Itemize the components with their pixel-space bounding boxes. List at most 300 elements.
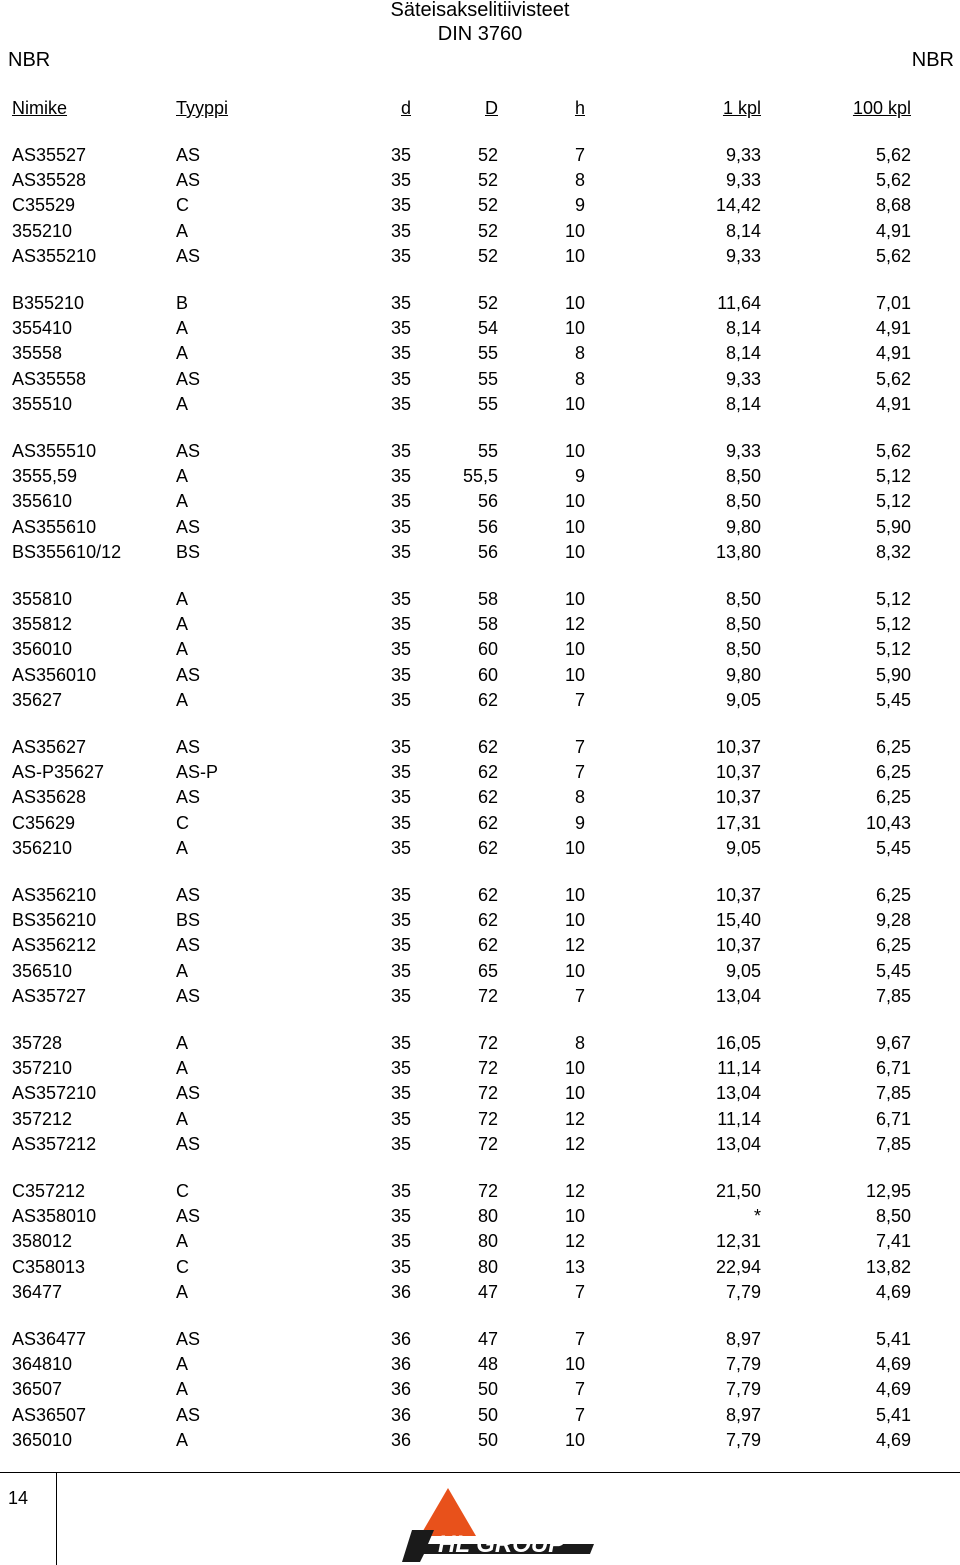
cell-name: 355510: [12, 393, 73, 414]
cell-h: 8: [574, 170, 585, 191]
column-header-outer-d: D: [485, 98, 498, 118]
cell-h: 10: [564, 664, 585, 685]
cell-type: A: [176, 1108, 189, 1129]
cell-name: 36477: [12, 1281, 63, 1302]
cell-name: BS355610/12: [12, 541, 122, 562]
cell-outer-d: 72: [477, 1133, 498, 1154]
cell-name: AS36477: [12, 1329, 87, 1349]
cell-d: 35: [390, 516, 411, 537]
cell-h: 10: [564, 885, 585, 905]
cell-outer-d: 56: [477, 516, 498, 537]
cell-name: AS355510: [12, 441, 97, 461]
cell-price-1: 9,05: [725, 960, 761, 981]
cell-type: AS: [176, 885, 201, 905]
cell-price-100: 5,12: [875, 639, 911, 660]
cell-h: 8: [574, 1033, 585, 1053]
cell-price-1: 7,79: [725, 1429, 761, 1450]
cell-price-100: 5,90: [875, 516, 911, 537]
cell-h: 12: [564, 1108, 585, 1129]
cell-name: AS36507: [12, 1404, 87, 1425]
cell-price-100: 5,62: [875, 441, 911, 461]
cell-outer-d: 62: [477, 885, 498, 905]
cell-price-1: 11,14: [717, 1058, 761, 1079]
cell-h: 8: [574, 343, 585, 364]
cell-outer-d: 58: [477, 614, 498, 635]
cell-name: B355210: [12, 293, 85, 313]
cell-price-100: 4,91: [875, 393, 911, 414]
cell-d: 35: [390, 393, 411, 414]
cell-d: 36: [390, 1404, 411, 1425]
cell-type: A: [176, 960, 189, 981]
cell-name: 365010: [12, 1429, 73, 1450]
cell-price-1: 13,04: [715, 985, 761, 1006]
cell-h: 7: [574, 762, 585, 783]
cell-price-100: 7,85: [875, 1133, 911, 1154]
cell-price-1: 13,04: [715, 1133, 761, 1154]
cell-h: 13: [564, 1256, 585, 1277]
cell-type: AS: [176, 985, 201, 1006]
footer-divider: [0, 1472, 960, 1473]
cell-price-100: 4,69: [875, 1379, 911, 1400]
cell-name: 35627: [12, 689, 63, 710]
cell-outer-d: 50: [477, 1404, 498, 1425]
cell-name: AS35727: [12, 985, 87, 1006]
cell-d: 35: [390, 762, 411, 783]
cell-outer-d: 55: [477, 393, 498, 414]
cell-h: 9: [574, 466, 585, 487]
cell-name: C35629: [12, 812, 76, 833]
cell-price-1: 9,33: [725, 145, 761, 165]
cell-d: 35: [390, 1058, 411, 1079]
cell-price-1: 8,97: [725, 1329, 761, 1349]
cell-price-1: 11,14: [717, 1108, 761, 1129]
column-header-price-100: 100 kpl: [852, 98, 911, 118]
cell-price-1: 10,37: [715, 762, 761, 783]
cell-price-1: 9,05: [725, 837, 761, 858]
cell-type: A: [176, 589, 189, 609]
cell-price-100: 5,12: [875, 589, 911, 609]
cell-price-100: 4,69: [875, 1281, 911, 1302]
cell-h: 10: [564, 516, 585, 537]
cell-price-100: 7,01: [875, 293, 911, 313]
cell-price-100: 5,45: [875, 960, 911, 981]
cell-h: 12: [564, 935, 585, 956]
cell-outer-d: 72: [477, 1058, 498, 1079]
cell-type: A: [176, 1231, 189, 1252]
cell-type: AS-P: [176, 762, 219, 783]
cell-type: A: [176, 614, 189, 635]
cell-name: 356210: [12, 837, 73, 858]
cell-price-100: 5,45: [875, 689, 911, 710]
cell-d: 35: [390, 466, 411, 487]
cell-name: 364810: [12, 1354, 73, 1375]
cell-price-1: 9,80: [725, 664, 761, 685]
page-subtitle: DIN 3760: [437, 23, 523, 45]
cell-outer-d: 62: [477, 935, 498, 956]
cell-price-100: 8,32: [875, 541, 911, 562]
cell-outer-d: 52: [477, 195, 498, 216]
cell-d: 35: [390, 293, 411, 313]
cell-outer-d: 62: [477, 762, 498, 783]
cell-type: A: [176, 1281, 189, 1302]
cell-type: A: [176, 1354, 189, 1375]
cell-price-100: 8,50: [875, 1206, 911, 1227]
cell-name: AS355610: [12, 516, 97, 537]
cell-type: A: [176, 343, 189, 364]
cell-price-1: 22,94: [715, 1256, 761, 1277]
cell-d: 35: [390, 737, 411, 757]
cell-d: 35: [390, 837, 411, 858]
cell-price-1: 13,80: [715, 541, 761, 562]
column-header-type: Tyyppi: [176, 98, 229, 118]
cell-name: C35529: [12, 195, 76, 216]
cell-d: 35: [390, 1108, 411, 1129]
cell-name: 358012: [12, 1231, 73, 1252]
cell-h: 7: [574, 1281, 585, 1302]
cell-price-1: *: [753, 1206, 761, 1227]
cell-h: 10: [564, 393, 585, 414]
cell-price-1: 17,31: [715, 812, 761, 833]
cell-type: AS: [176, 368, 201, 389]
cell-type: C: [176, 1181, 189, 1201]
cell-outer-d: 80: [477, 1256, 498, 1277]
cell-type: A: [176, 491, 189, 512]
cell-d: 35: [390, 245, 411, 266]
cell-d: 35: [390, 1083, 411, 1104]
cell-name: 355610: [12, 491, 73, 512]
cell-outer-d: 58: [477, 589, 498, 609]
cell-price-100: 6,25: [875, 935, 911, 956]
cell-outer-d: 60: [477, 664, 498, 685]
cell-name: 355810: [12, 589, 73, 609]
cell-price-1: 10,37: [715, 737, 761, 757]
cell-price-1: 8,97: [725, 1404, 761, 1425]
cell-d: 35: [390, 541, 411, 562]
hl-group-logo: [398, 1484, 598, 1562]
cell-h: 10: [564, 541, 585, 562]
cell-d: 35: [390, 1033, 411, 1053]
cell-price-100: 5,12: [875, 614, 911, 635]
cell-h: 10: [564, 1058, 585, 1079]
cell-outer-d: 52: [477, 170, 498, 191]
cell-type: AS: [176, 245, 201, 266]
cell-price-1: 10,37: [715, 935, 761, 956]
logo-wordmark: HL GROUP: [438, 1531, 565, 1558]
cell-type: AS: [176, 935, 201, 956]
cell-price-1: 15,40: [715, 910, 761, 931]
cell-outer-d: 72: [477, 1108, 498, 1129]
cell-outer-d: 52: [477, 293, 498, 313]
cell-name: 357210: [12, 1058, 73, 1079]
cell-h: 10: [564, 960, 585, 981]
cell-type: AS: [176, 441, 201, 461]
cell-type: A: [176, 1379, 189, 1400]
cell-type: AS: [176, 1083, 201, 1104]
cell-type: AS: [176, 516, 201, 537]
cell-h: 10: [564, 318, 585, 339]
cell-d: 35: [390, 145, 411, 165]
cell-price-1: 9,80: [725, 516, 761, 537]
cell-type: AS: [176, 787, 201, 808]
cell-outer-d: 60: [477, 639, 498, 660]
cell-price-100: 7,41: [875, 1231, 911, 1252]
cell-name: AS356010: [12, 664, 97, 685]
cell-outer-d: 65: [477, 960, 498, 981]
cell-h: 10: [564, 1206, 585, 1227]
cell-price-100: 6,71: [875, 1108, 911, 1129]
cell-price-1: 16,05: [715, 1033, 761, 1053]
cell-d: 35: [390, 910, 411, 931]
logo-triangle: [420, 1488, 476, 1536]
cell-h: 10: [564, 910, 585, 931]
cell-type: B: [176, 293, 189, 313]
cell-name: 35558: [12, 343, 63, 364]
column-header-h: h: [574, 98, 585, 118]
cell-price-100: 6,25: [875, 737, 911, 757]
cell-h: 7: [574, 689, 585, 710]
cell-price-100: 8,68: [875, 195, 911, 216]
cell-name: C357212: [12, 1181, 86, 1201]
cell-type: BS: [176, 910, 201, 931]
cell-d: 35: [390, 1133, 411, 1154]
cell-name: 36507: [12, 1379, 63, 1400]
cell-price-1: 8,50: [725, 466, 761, 487]
cell-price-100: 4,69: [875, 1354, 911, 1375]
cell-price-1: 9,33: [725, 245, 761, 266]
cell-price-100: 9,28: [875, 910, 911, 931]
cell-price-1: 11,64: [717, 293, 761, 313]
cell-h: 7: [574, 737, 585, 757]
cell-type: AS: [176, 737, 201, 757]
cell-d: 35: [390, 1231, 411, 1252]
cell-price-100: 7,85: [875, 1083, 911, 1104]
cell-name: AS357212: [12, 1133, 97, 1154]
cell-name: 355210: [12, 220, 73, 241]
cell-price-100: 6,25: [875, 787, 911, 808]
cell-price-1: 10,37: [715, 885, 761, 905]
cell-h: 12: [564, 1231, 585, 1252]
cell-d: 35: [390, 985, 411, 1006]
cell-name: BS356210: [12, 910, 97, 931]
cell-price-100: 10,43: [865, 812, 911, 833]
cell-h: 7: [574, 985, 585, 1006]
cell-name: 355410: [12, 318, 73, 339]
cell-name: 356010: [12, 639, 73, 660]
cell-outer-d: 55,5: [462, 466, 498, 487]
cell-outer-d: 80: [477, 1206, 498, 1227]
cell-outer-d: 72: [477, 985, 498, 1006]
cell-outer-d: 52: [477, 220, 498, 241]
cell-price-1: 8,14: [725, 318, 761, 339]
cell-price-100: 9,67: [875, 1033, 911, 1053]
cell-type: A: [176, 639, 189, 660]
cell-d: 35: [390, 343, 411, 364]
cell-price-100: 6,25: [875, 885, 911, 905]
cell-type: AS: [176, 1206, 201, 1227]
footer-page-divider: [56, 1472, 57, 1565]
cell-outer-d: 62: [477, 812, 498, 833]
cell-price-100: 5,41: [875, 1329, 911, 1349]
cell-name: AS35528: [12, 170, 87, 191]
cell-outer-d: 62: [477, 837, 498, 858]
cell-type: AS: [176, 145, 201, 165]
cell-h: 7: [574, 1379, 585, 1400]
cell-outer-d: 62: [477, 689, 498, 710]
cell-d: 35: [390, 368, 411, 389]
cell-type: AS: [176, 1404, 201, 1425]
cell-outer-d: 52: [477, 245, 498, 266]
cell-h: 10: [564, 293, 585, 313]
cell-type: C: [176, 1256, 189, 1277]
cell-h: 12: [564, 614, 585, 635]
cell-name: AS35558: [12, 368, 87, 389]
cell-name: AS355210: [12, 245, 97, 266]
cell-price-1: 13,04: [715, 1083, 761, 1104]
cell-price-100: 5,12: [875, 466, 911, 487]
cell-price-1: 8,50: [725, 491, 761, 512]
cell-type: A: [176, 318, 189, 339]
cell-price-1: 7,79: [725, 1281, 761, 1302]
cell-outer-d: 55: [477, 368, 498, 389]
cell-h: 12: [564, 1181, 585, 1201]
cell-price-1: 8,50: [725, 639, 761, 660]
cell-h: 10: [564, 837, 585, 858]
cell-d: 35: [390, 318, 411, 339]
cell-price-1: 8,50: [725, 614, 761, 635]
page-title: Säteisakselitiivisteet: [390, 0, 570, 21]
cell-d: 36: [390, 1429, 411, 1450]
cell-d: 35: [390, 639, 411, 660]
cell-outer-d: 55: [477, 343, 498, 364]
cell-price-1: 7,79: [725, 1379, 761, 1400]
cell-type: C: [176, 195, 189, 216]
cell-price-100: 5,62: [875, 245, 911, 266]
cell-h: 10: [564, 441, 585, 461]
cell-outer-d: 72: [477, 1181, 498, 1201]
cell-type: AS: [176, 664, 201, 685]
cell-d: 35: [390, 614, 411, 635]
cell-type: AS: [176, 1329, 201, 1349]
cell-price-100: 5,41: [875, 1404, 911, 1425]
cell-price-100: 5,62: [875, 368, 911, 389]
cell-d: 35: [390, 885, 411, 905]
cell-d: 35: [390, 220, 411, 241]
cell-price-1: 12,31: [715, 1231, 761, 1252]
cell-name: AS35527: [12, 145, 87, 165]
cell-type: A: [176, 689, 189, 710]
cell-h: 10: [564, 245, 585, 266]
cell-price-1: 9,33: [725, 441, 761, 461]
cell-outer-d: 72: [477, 1033, 498, 1053]
cell-h: 12: [564, 1133, 585, 1154]
cell-name: 356510: [12, 960, 73, 981]
cell-name: 35728: [12, 1033, 63, 1053]
cell-d: 35: [390, 1256, 411, 1277]
cell-name: 357212: [12, 1108, 73, 1129]
cell-price-1: 8,50: [725, 589, 761, 609]
cell-price-1: 14,42: [715, 195, 761, 216]
cell-type: AS: [176, 170, 201, 191]
cell-price-1: 7,79: [725, 1354, 761, 1375]
cell-d: 35: [390, 491, 411, 512]
cell-d: 35: [390, 170, 411, 191]
cell-price-1: 8,14: [725, 220, 761, 241]
cell-price-1: 10,37: [715, 787, 761, 808]
cell-d: 35: [390, 812, 411, 833]
cell-outer-d: 56: [477, 491, 498, 512]
column-header-name: Nimike: [12, 98, 68, 118]
cell-name: AS356210: [12, 885, 97, 905]
cell-type: A: [176, 1033, 189, 1053]
cell-name: AS35627: [12, 737, 87, 757]
material-label-left: NBR: [8, 49, 51, 71]
cell-d: 35: [390, 441, 411, 461]
column-header-d: d: [400, 98, 411, 118]
cell-price-1: 9,33: [725, 170, 761, 191]
cell-price-100: 5,62: [875, 145, 911, 165]
cell-h: 7: [574, 1404, 585, 1425]
cell-h: 10: [564, 1354, 585, 1375]
page-number: 14: [8, 1488, 29, 1508]
cell-outer-d: 48: [477, 1354, 498, 1375]
cell-h: 10: [564, 1429, 585, 1450]
cell-outer-d: 80: [477, 1231, 498, 1252]
cell-d: 35: [390, 195, 411, 216]
material-label-right: NBR: [911, 49, 954, 71]
cell-type: A: [176, 1058, 189, 1079]
cell-name: C358013: [12, 1256, 86, 1277]
cell-outer-d: 47: [477, 1281, 498, 1302]
cell-price-100: 7,85: [875, 985, 911, 1006]
cell-name: AS358010: [12, 1206, 97, 1227]
cell-outer-d: 62: [477, 910, 498, 931]
cell-price-100: 12,95: [865, 1181, 911, 1201]
cell-outer-d: 56: [477, 541, 498, 562]
cell-price-100: 4,69: [875, 1429, 911, 1450]
cell-outer-d: 47: [477, 1329, 498, 1349]
cell-d: 35: [390, 935, 411, 956]
cell-outer-d: 62: [477, 737, 498, 757]
cell-type: C: [176, 812, 189, 833]
cell-name: 3555,59: [12, 466, 78, 487]
cell-h: 10: [564, 1083, 585, 1104]
cell-d: 35: [390, 787, 411, 808]
cell-d: 36: [390, 1379, 411, 1400]
cell-d: 36: [390, 1281, 411, 1302]
cell-h: 9: [574, 812, 585, 833]
cell-type: A: [176, 393, 189, 414]
column-header-price-1: 1 kpl: [722, 98, 761, 118]
cell-d: 35: [390, 960, 411, 981]
cell-price-1: 9,05: [725, 689, 761, 710]
cell-outer-d: 62: [477, 787, 498, 808]
cell-outer-d: 52: [477, 145, 498, 165]
cell-type: A: [176, 837, 189, 858]
cell-type: A: [176, 466, 189, 487]
cell-h: 7: [574, 145, 585, 165]
cell-price-100: 4,91: [875, 343, 911, 364]
cell-price-1: 9,33: [725, 368, 761, 389]
cell-type: A: [176, 1429, 189, 1450]
cell-price-100: 13,82: [865, 1256, 911, 1277]
cell-h: 9: [574, 195, 585, 216]
cell-outer-d: 72: [477, 1083, 498, 1104]
cell-name: AS357210: [12, 1083, 97, 1104]
cell-d: 35: [390, 1206, 411, 1227]
cell-name: AS356212: [12, 935, 97, 956]
cell-h: 10: [564, 220, 585, 241]
cell-price-100: 4,91: [875, 220, 911, 241]
